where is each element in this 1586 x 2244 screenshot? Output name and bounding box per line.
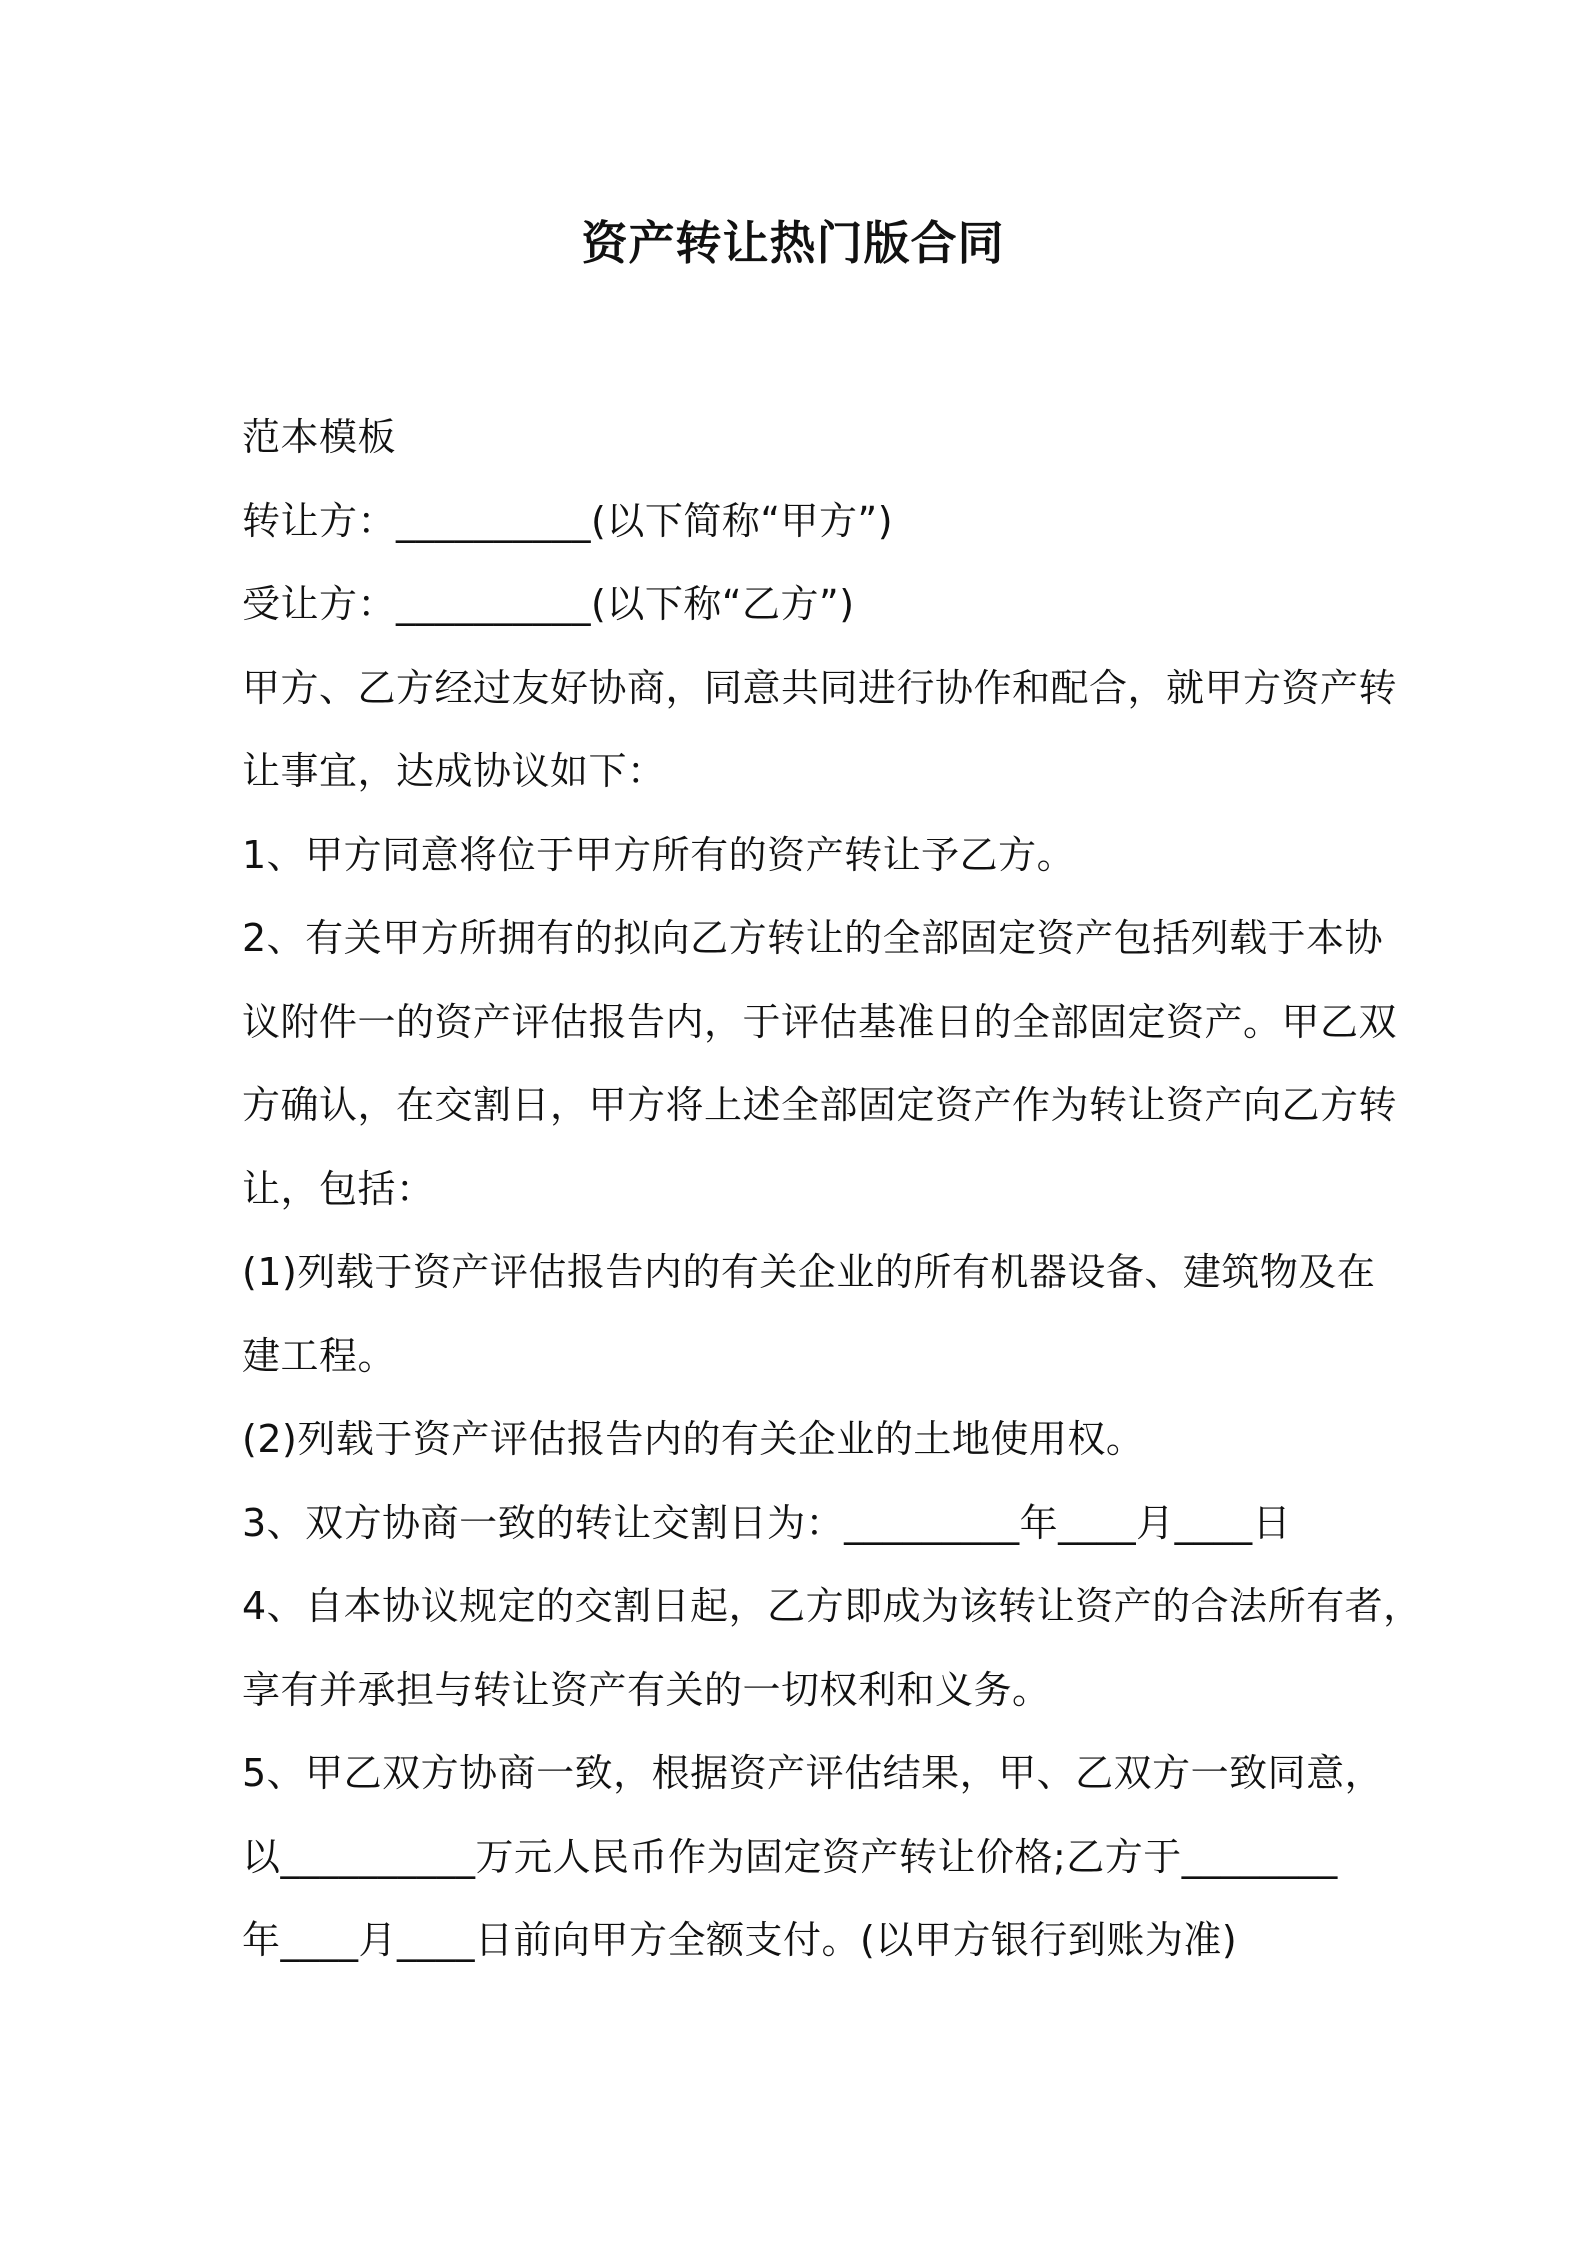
document-title: 资产转让热门版合同	[581, 216, 1005, 270]
clause-5-line-1: 5、甲乙双方协商一致，根据资产评估结果，甲、乙双方一致同意，	[242, 1751, 1384, 1795]
clause-2-line-4: 让，包括：	[242, 1167, 435, 1211]
clause-2-item-1-line-1: (1)列载于资产评估报告内的有关企业的所有机器设备、建筑物及在	[242, 1250, 1376, 1294]
clause-5-line-2: 以__________万元人民币作为固定资产转让价格;乙方于________	[242, 1835, 1338, 1879]
clause-5-line-3: 年____月____日前向甲方全额支付。(以甲方银行到账为准)	[242, 1918, 1238, 1962]
clause-3: 3、双方协商一致的转让交割日为：_________年____月____日	[242, 1501, 1292, 1545]
clause-4-line-2: 享有并承担与转让资产有关的一切权利和义务。	[242, 1668, 1051, 1712]
clause-4-line-1: 4、自本协议规定的交割日起，乙方即成为该转让资产的合法所有者，	[242, 1584, 1422, 1628]
clause-2-line-1: 2、有关甲方所拥有的拟向乙方转让的全部固定资产包括列载于本协	[242, 916, 1384, 960]
transferor-line: 转让方：__________(以下简称“甲方”)	[242, 499, 894, 543]
clause-2-item-1-line-2: 建工程。	[242, 1334, 397, 1378]
preamble-line-2: 让事宜，达成协议如下：	[242, 749, 666, 793]
clause-1: 1、甲方同意将位于甲方所有的资产转让予乙方。	[242, 833, 1076, 877]
transferee-line: 受让方：__________(以下称“乙方”)	[242, 582, 855, 626]
clause-2-line-3: 方确认，在交割日，甲方将上述全部固定资产作为转让资产向乙方转	[242, 1083, 1398, 1127]
template-label: 范本模板	[242, 415, 397, 459]
preamble-line-1: 甲方、乙方经过友好协商，同意共同进行协作和配合，就甲方资产转	[242, 666, 1398, 710]
clause-2-item-2: (2)列载于资产评估报告内的有关企业的土地使用权。	[242, 1417, 1145, 1461]
clause-2-line-2: 议附件一的资产评估报告内，于评估基准日的全部固定资产。甲乙双	[242, 1000, 1398, 1044]
